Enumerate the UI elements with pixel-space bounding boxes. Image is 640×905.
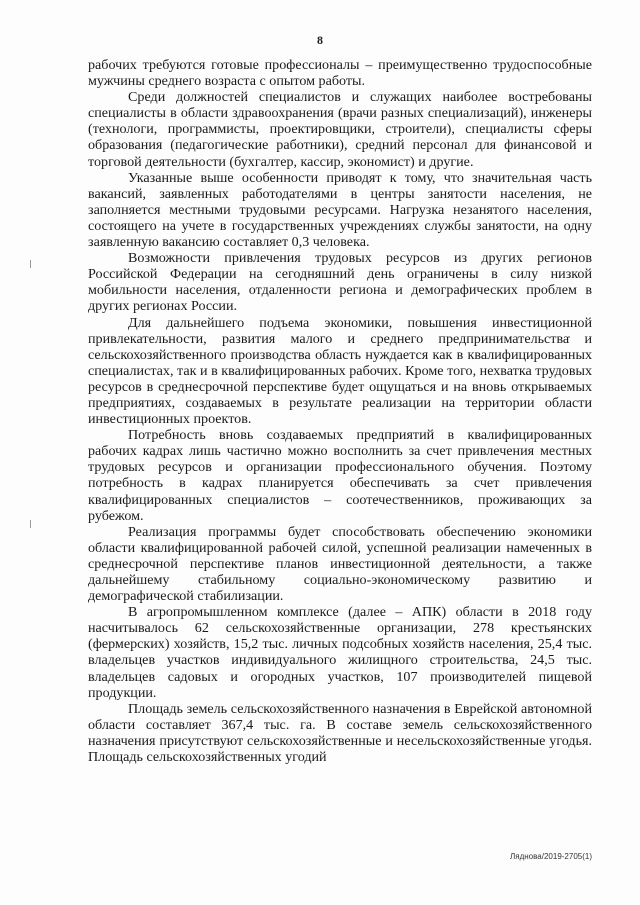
body-text (88, 57, 592, 765)
paragraph: Потребность вновь создаваемых предприятий в квалифицированных рабочих кадрах лишь частично можно восполнить за счет привлечения местных трудовых ресурсов и организации профессионального обучения. Поэтому потребность в кадрах планируется обеспечивать за счет привлечения квалифицированных специалистов – соотечественников, проживающих за рубежом. (88, 427, 592, 524)
page-number: 8 (317, 33, 323, 47)
scan-artifact (30, 260, 31, 268)
paragraph: Возможности привлечения трудовых ресурсов из других регионов Российской Федерации на сегодняшний день ограничены в силу низкой мобильности населения, отдаленности региона и демографических проблем в других регионах России. (88, 250, 592, 315)
document-code: Ляднова/2019-2705(1) (510, 852, 592, 861)
paragraph: Указанные выше особенности приводят к тому, что значительная часть вакансий, заявленных работодателями в центры занятости населения, не заполняется местными трудовыми ресурсами. Нагрузка незанятого населения, состоящего на учете в государственных учреждениях службы занятости, на одну заявленную вакансию составляет 0,3 человека. (88, 169, 592, 251)
paragraph: рабочих требуются готовые профессионалы – преимущественно трудоспособные мужчины среднего возраста с опытом работы. (88, 57, 592, 90)
scan-artifact (30, 520, 31, 528)
paragraph: Реализация программы будет способствовать обеспечению экономики области квалифицированной рабочей силой, успешной реализации намеченных в среднесрочной перспективе планов инвестиционной деятельности, а также дальнейшему стабильному социально-экономическому развитию и демографической стабилизации. (88, 523, 592, 605)
paragraph: В агропромышленном комплексе (далее – АПК) области в 2018 году насчитывалось 62 сельскохозяйственные организации, 278 крестьянских (фермерских) хозяйств, 15,2 тыс. личных подсобных хозяйств населения, 25,4 тыс. владельцев участков индивидуального жилищного строительства, 24,5 тыс. владельцев садовых и огородных участков, 107 производителей пищевой продукции. (88, 604, 592, 701)
paragraph: Среди должностей специалистов и служащих наиболее востребованы специалисты в области здравоохранения (врачи разных специализаций), инженеры (технологи, программисты, проектировщики, строители), специалисты сферы образования (педагогические работники), средний персонал для финансовой и торговой деятельности (бухгалтер, кассир, экономист) и другие. (88, 89, 592, 170)
paragraph: Для дальнейшего подъема экономики, повышения инвестиционной привлекательности, развития малого и среднего предпринимательства и сельскохозяйственного производства область нуждается как в квалифицированных специалистах, так и в квалифицированных рабочих. Кроме того, нехватка трудовых ресурсов в среднесрочной перспективе будет ощущаться и на вновь открываемых предприятиях, создаваемых в результате реализации на территории области инвестиционных проектов. (88, 314, 592, 428)
paragraph: Площадь земель сельскохозяйственного назначения в Еврейской автономной области составляет 367,4 тыс. га. В составе земель сельскохозяйственного назначения присутствуют сельскохозяйственные и несельскохозяйственные угодья. Площадь сельскохозяйственных угодий (88, 700, 592, 766)
